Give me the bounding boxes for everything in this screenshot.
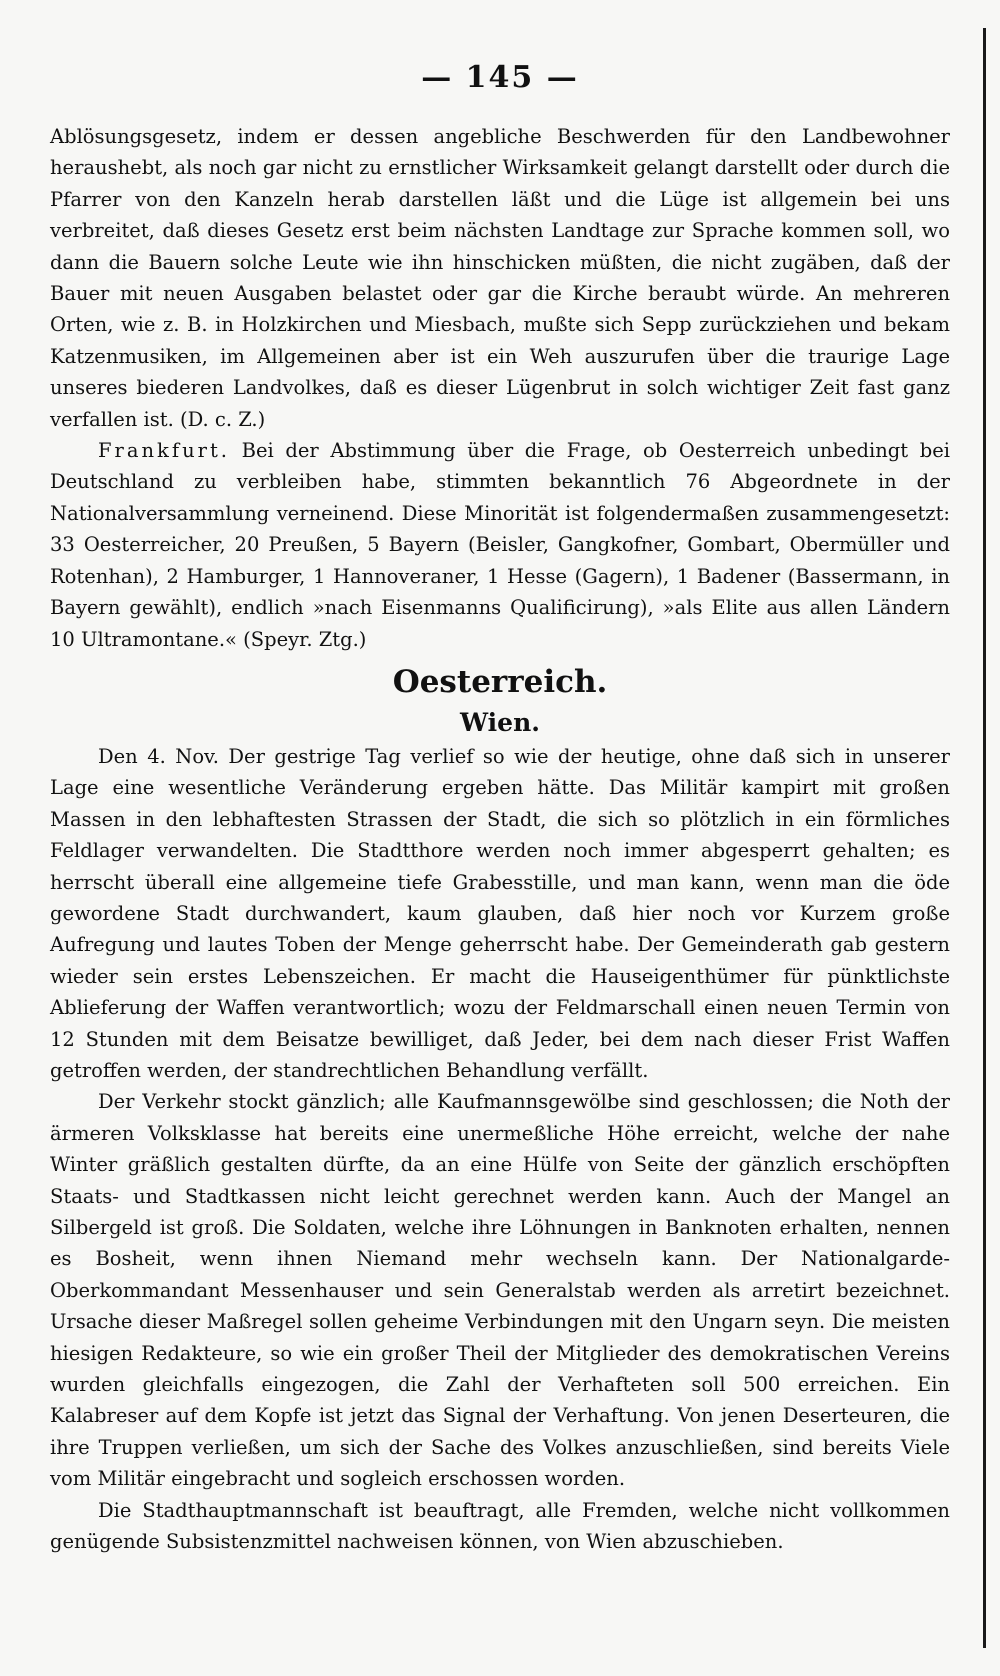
page-edge-line	[983, 28, 986, 1648]
subheading-wien: Wien.	[460, 707, 540, 737]
page-number: — 145 —	[421, 60, 579, 95]
article-paragraph-frankfurt	[50, 435, 950, 655]
article-paragraph-wien-1: Den 4. Nov. Der gestrige Tag verlief so wie der heutige, ohne daß sich in unserer Lage eine wesentliche Veränderung ergeben hätte. Das Militär kampirt mit großen Massen in den lebhaftesten Strassen der Stadt, die sich so plötzlich in ein förmliches Feldlager verwandelten. Die Stadtthore werden noch immer abgesperrt gehalten; es herrscht überall eine allgemeine tiefe Grabesstille, und man kann, wenn man die öde gewordene Stadt durchwandert, kaum glauben, daß hier noch vor Kurzem große Aufregung und lautes Toben der Menge geherrscht habe. Der Gemeinderath gab gestern wieder sein erstes Lebenszeichen. Er macht die Hauseigenthümer für pünktlichste Ablieferung der Waffen verantwortlich; wozu der Feldmarschall einen neuen Termin von 12 Stunden mit dem Beisatze bewilliget, daß Jeder, bei dem nach dieser Frist Waffen getroffen werden, der standrechtlichen Behandlung verfällt.	[50, 744, 950, 1082]
article-paragraph-ablösungsgesetz: Ablösungsgesetz, indem er dessen angebliche Beschwerden für den Landbewohner heraushebt, als noch gar nicht zu ernstlicher Wirksamkeit gelangt darstellt oder durch die Pfarrer von den Kanzeln herab darstellen läßt und die Lüge ist allgemein bei uns verbreitet, daß dieses Gesetz erst beim nächsten Landtage zur Sprache kommen soll, wo dann die Bauern solche Leute wie ihn hinschicken müßten, die nicht zugäben, daß der Bauer mit neuen Ausgaben belastet oder gar die Kirche beraubt würde. An mehreren Orten, wie z. B. in Holzkirchen und Miesbach, mußte sich Sepp zurückziehen und bekam Katzenmusiken, im Allgemeinen aber ist ein Weh auszurufen über die traurige Lage unseres biederen Landvolkes, daß es dieser Lügenbrut in solch wichtiger Zeit fast ganz verfallen ist. (D. c. Z.)	[50, 125, 950, 431]
article-body	[50, 121, 950, 1557]
dateline-frankfurt: Frankfurt.	[98, 439, 230, 463]
article-paragraph-wien-3: Die Stadthauptmannschaft ist beauftragt, alle Fremden, welche nicht vollkommen genügende Subsistenzmittel nachweisen können, von Wien abzuschieben.	[50, 1498, 950, 1554]
section-heading-oesterreich: Oesterreich.	[392, 663, 608, 700]
frankfurt-report-text: Bei der Abstimmung über die Frage, ob Oesterreich unbedingt bei Deutschland zu verbleiben habe, stimmten bekanntlich 76 Abgeordnete in der Nationalversammlung verneinend. Diese Minorität ist folgendermaßen zusammengesetzt: 33 Oesterreicher, 20 Preußen, 5 Bayern (Beisler, Gangkofner, Gombart, Obermüller und Rotenhan), 2 Hamburger, 1 Hannoveraner, 1 Hesse (Gagern), 1 Badener (Bassermann, in Bayern gewählt), endlich »nach Eisenmanns Qualificirung), »als Elite aus allen Ländern 10 Ultramontane.« (Speyr. Ztg.)	[50, 439, 951, 651]
article-paragraph-wien-2: Der Verkehr stockt gänzlich; alle Kaufmannsgewölbe sind geschlossen; die Noth der ärmeren Volksklasse hat bereits eine unermeßliche Höhe erreicht, welche der nahe Winter gräßlich gestalten dürfte, da an eine Hülfe von Seite der gänzlich erschöpften Staats- und Stadtkassen nicht leicht gerechnet werden kann. Auch der Mangel an Silbergeld ist groß. Die Soldaten, welche ihre Löhnungen in Banknoten erhalten, nennen es Bosheit, wenn ihnen Niemand mehr wechseln kann. Der Nationalgarde-Oberkommandant Messenhauser und sein Generalstab werden als arretirt bezeichnet. Ursache dieser Maßregel sollen geheime Verbindungen mit den Ungarn seyn. Die meisten hiesigen Redakteure, so wie ein großer Theil der Mitglieder des demokratischen Vereins wurden gleichfalls eingezogen, die Zahl der Verhafteten soll 500 erreichen. Ein Kalabreser auf dem Kopfe ist jetzt das Signal der Verhaftung. Von jenen Deserteuren, die ihre Truppen verließen, um sich der Sache des Volkes anzuschließen, sind bereits Viele vom Militär eingebracht und sogleich erschossen worden.	[50, 1090, 950, 1491]
